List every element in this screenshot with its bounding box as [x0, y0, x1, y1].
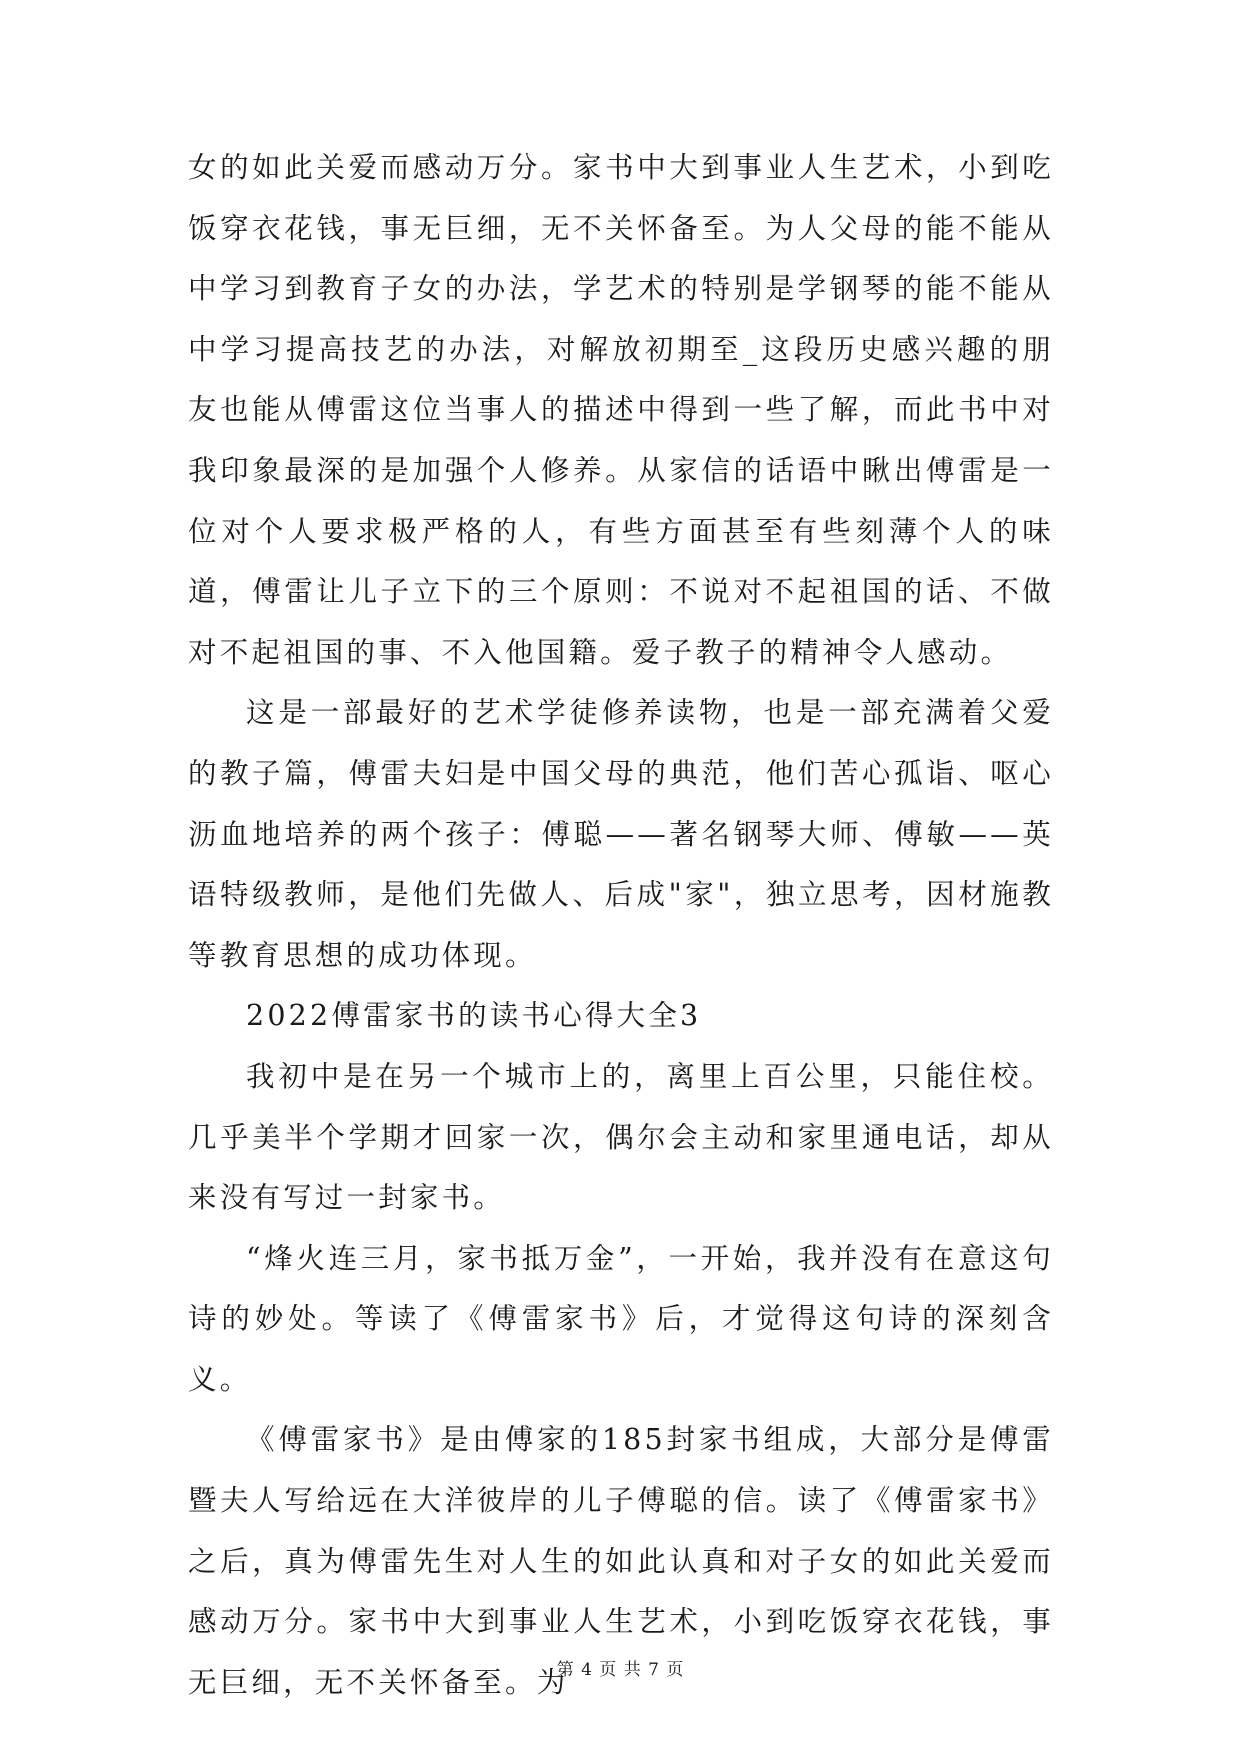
paragraph-5: 《傅雷家书》是由傅家的185封家书组成，大部分是傅雷暨夫人写给远在大洋彼岸的儿子傅聪的信。读了《傅雷家书》之后，真为傅雷先生对人生的如此认真和对子女的如此关爱而感动万分。家书中大到事业人生艺术，小到吃饭穿衣花钱，事无巨细，无不关怀备至。为	[188, 1423, 1054, 1699]
paragraph-4: “烽火连三月，家书抵万金”，一开始，我并没有在意这句诗的妙处。等读了《傅雷家书》后，才觉得这句诗的深刻含义。	[188, 1241, 1054, 1396]
section-heading: 2022傅雷家书的读书心得大全3	[246, 999, 702, 1033]
page-number-footer: 第 4 页 共 7 页	[556, 1660, 685, 1680]
paragraph-2: 这是一部最好的艺术学徒修养读物，也是一部充满着父爱的教子篇，傅雷夫妇是中国父母的典范，他们苦心孤诣、呕心沥血地培养的两个孩子：傅聪——著名钢琴大师、傅敏——英语特级教师，是他们先做人、后成"家"，独立思考，因材施教等教育思想的成功体现。	[188, 696, 1054, 972]
paragraph-3: 我初中是在另一个城市上的，离里上百公里，只能住校。几乎美半个学期才回家一次，偶尔会主动和家里通电话，却从来没有写过一封家书。	[188, 1059, 1054, 1215]
document-body	[188, 138, 1054, 1713]
paragraph-1: 女的如此关爱而感动万分。家书中大到事业人生艺术，小到吃饭穿衣花钱，事无巨细，无不关怀备至。为人父母的能不能从中学习到教育子女的办法，学艺术的特别是学钢琴的能不能从中学习提高技艺的办法，对解放初期至_这段历史感兴趣的朋友也能从傅雷这位当事人的描述中得到一些了解，而此书中对我印象最深的是加强个人修养。从家信的话语中瞅出傅雷是一位对个人要求极严格的人，有些方面甚至有些刻薄个人的味道，傅雷让儿子立下的三个原则：不说对不起祖国的话、不做对不起祖国的事、不入他国籍。爱子教子的精神令人感动。	[188, 151, 1054, 669]
